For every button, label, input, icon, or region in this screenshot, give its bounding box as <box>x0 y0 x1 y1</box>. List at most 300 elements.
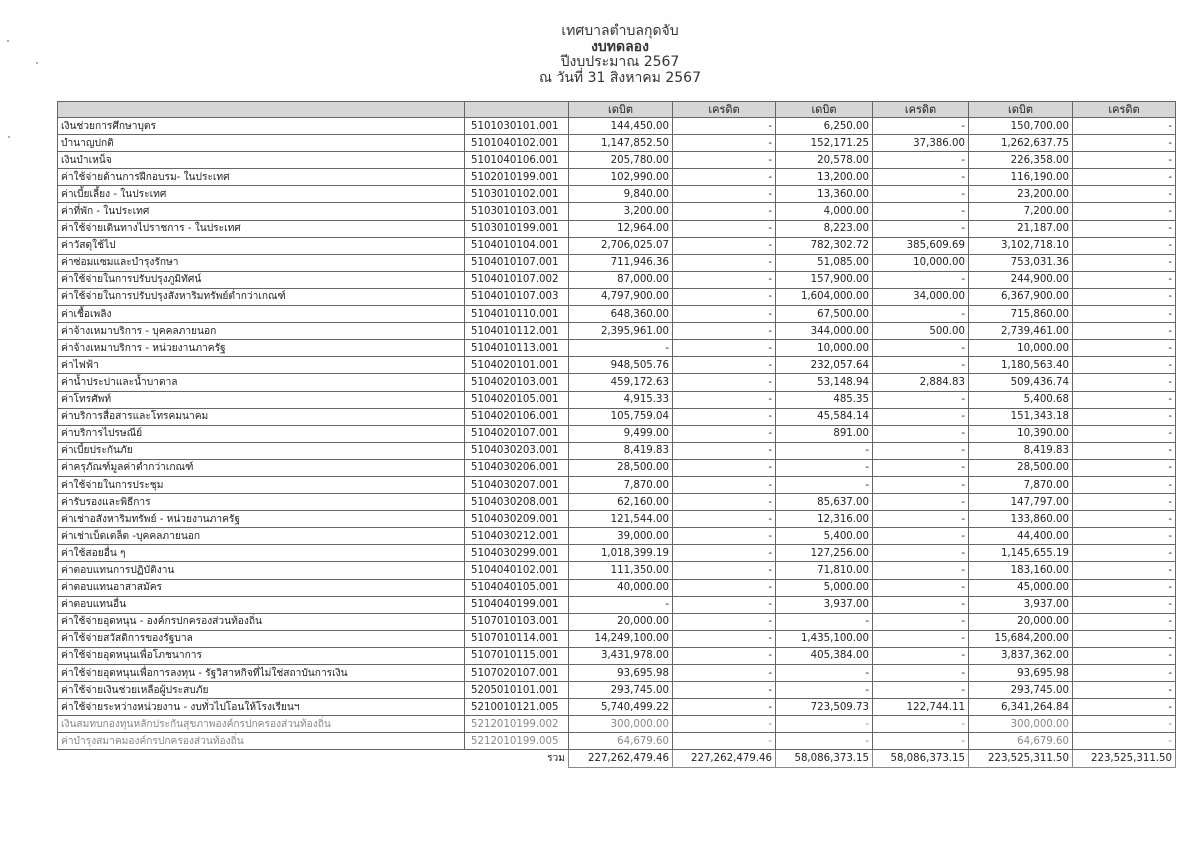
debit-cell: 3,200.00 <box>569 203 673 220</box>
credit-cell: - <box>873 271 969 288</box>
account-name: ค่าตอบแทนอื่น <box>58 596 465 613</box>
debit-cell: 405,384.00 <box>776 647 873 664</box>
table-row <box>58 288 1176 305</box>
debit-cell: 28,500.00 <box>969 459 1073 476</box>
table-row <box>58 340 1176 357</box>
debit-cell: 5,000.00 <box>776 579 873 596</box>
table-row <box>58 613 1176 630</box>
credit-cell: - <box>673 579 776 596</box>
header-row <box>58 102 1176 118</box>
account-code: 5103010199.001 <box>465 220 569 237</box>
total-spacer <box>58 750 465 767</box>
debit-cell: 40,000.00 <box>569 579 673 596</box>
account-code: 5104030299.001 <box>465 545 569 562</box>
debit-cell: 2,395,961.00 <box>569 323 673 340</box>
debit-cell: 1,145,655.19 <box>969 545 1073 562</box>
debit-cell: 93,695.98 <box>569 665 673 682</box>
account-name: ค่าใช้จ่ายอุดหนุนเพื่อโภชนาการ <box>58 647 465 664</box>
credit-cell: - <box>673 476 776 493</box>
debit-cell: 1,018,399.19 <box>569 545 673 562</box>
credit-cell: - <box>1073 203 1176 220</box>
table-row <box>58 118 1176 135</box>
credit-cell: - <box>873 596 969 613</box>
debit-cell: 64,679.60 <box>569 733 673 750</box>
debit-cell: 85,637.00 <box>776 494 873 511</box>
debit-cell: 8,419.83 <box>969 442 1073 459</box>
table-row <box>58 254 1176 271</box>
trial-balance-table <box>57 101 1176 768</box>
credit-cell: - <box>673 699 776 716</box>
debit-cell: 9,840.00 <box>569 186 673 203</box>
debit-cell: 2,739,461.00 <box>969 323 1073 340</box>
account-code: 5107010115.001 <box>465 647 569 664</box>
debit-cell: 111,350.00 <box>569 562 673 579</box>
debit-cell: 23,200.00 <box>969 186 1073 203</box>
total-value: 223,525,311.50 <box>1073 750 1176 767</box>
debit-cell: 5,740,499.22 <box>569 699 673 716</box>
debit-cell: 20,578.00 <box>776 152 873 169</box>
credit-cell: - <box>873 340 969 357</box>
debit-cell: - <box>776 442 873 459</box>
debit-cell: 3,102,718.10 <box>969 237 1073 254</box>
document-title: งบทดลอง <box>591 38 649 55</box>
account-name: ค่าวัสดุใช้ไป <box>58 237 465 254</box>
debit-cell: 4,000.00 <box>776 203 873 220</box>
account-name: ค่าใช้จ่ายสวัสดิการของรัฐบาล <box>58 630 465 647</box>
credit-cell: - <box>1073 579 1176 596</box>
debit-cell: 64,679.60 <box>969 733 1073 750</box>
debit-cell: 5,400.68 <box>969 391 1073 408</box>
header-account-code <box>465 102 569 118</box>
table-row <box>58 323 1176 340</box>
debit-cell: 14,249,100.00 <box>569 630 673 647</box>
total-value: 223,525,311.50 <box>969 750 1073 767</box>
account-code: 5205010101.001 <box>465 682 569 699</box>
debit-cell: - <box>776 459 873 476</box>
header-debit: เดบิต <box>969 102 1073 118</box>
account-code: 5101030101.001 <box>465 118 569 135</box>
account-code: 5104010112.001 <box>465 323 569 340</box>
debit-cell: 102,990.00 <box>569 169 673 186</box>
credit-cell: - <box>873 476 969 493</box>
credit-cell: - <box>873 494 969 511</box>
debit-cell: 121,544.00 <box>569 511 673 528</box>
credit-cell: - <box>873 733 969 750</box>
debit-cell: 6,341,264.84 <box>969 699 1073 716</box>
account-name: ค่าใช้จ่ายเงินช่วยเหลือผู้ประสบภัย <box>58 682 465 699</box>
account-code: 5104010107.001 <box>465 254 569 271</box>
credit-cell: - <box>873 306 969 323</box>
credit-cell: - <box>873 579 969 596</box>
credit-cell: - <box>1073 511 1176 528</box>
credit-cell: - <box>673 135 776 152</box>
account-code: 5104020107.001 <box>465 425 569 442</box>
table-row <box>58 203 1176 220</box>
debit-cell: - <box>776 716 873 733</box>
debit-cell: 151,343.18 <box>969 408 1073 425</box>
debit-cell: 3,937.00 <box>969 596 1073 613</box>
credit-cell: - <box>1073 220 1176 237</box>
credit-cell: - <box>673 152 776 169</box>
credit-cell: - <box>1073 528 1176 545</box>
credit-cell: 2,884.83 <box>873 374 969 391</box>
debit-cell: 152,171.25 <box>776 135 873 152</box>
credit-cell: - <box>873 220 969 237</box>
header-credit: เครดิต <box>873 102 969 118</box>
credit-cell: - <box>1073 323 1176 340</box>
debit-cell: 15,684,200.00 <box>969 630 1073 647</box>
account-code: 5101040106.001 <box>465 152 569 169</box>
debit-cell: 711,946.36 <box>569 254 673 271</box>
debit-cell: 45,000.00 <box>969 579 1073 596</box>
credit-cell: 10,000.00 <box>873 254 969 271</box>
debit-cell: 300,000.00 <box>569 716 673 733</box>
debit-cell: 226,358.00 <box>969 152 1073 169</box>
credit-cell: - <box>1073 545 1176 562</box>
table-row <box>58 545 1176 562</box>
account-name: เงินช่วยการศึกษาบุตร <box>58 118 465 135</box>
credit-cell: - <box>1073 494 1176 511</box>
table-row <box>58 682 1176 699</box>
total-value: 58,086,373.15 <box>873 750 969 767</box>
debit-cell: 45,584.14 <box>776 408 873 425</box>
credit-cell: - <box>673 374 776 391</box>
account-name: ค่าเช่าเบ็ดเตล็ด -บุคคลภายนอก <box>58 528 465 545</box>
credit-cell: - <box>873 442 969 459</box>
header-credit: เครดิต <box>673 102 776 118</box>
credit-cell: - <box>1073 169 1176 186</box>
debit-cell: 53,148.94 <box>776 374 873 391</box>
table-row <box>58 596 1176 613</box>
account-code: 5104010107.003 <box>465 288 569 305</box>
debit-cell: 67,500.00 <box>776 306 873 323</box>
credit-cell: - <box>673 647 776 664</box>
credit-cell: - <box>873 682 969 699</box>
table-row <box>58 408 1176 425</box>
debit-cell: 648,360.00 <box>569 306 673 323</box>
account-code: 5104010104.001 <box>465 237 569 254</box>
credit-cell: - <box>673 323 776 340</box>
credit-cell: - <box>873 665 969 682</box>
table-row <box>58 237 1176 254</box>
debit-cell: - <box>776 476 873 493</box>
total-row <box>58 750 1176 767</box>
debit-cell: 8,223.00 <box>776 220 873 237</box>
debit-cell: 157,900.00 <box>776 271 873 288</box>
credit-cell: - <box>673 494 776 511</box>
credit-cell: 34,000.00 <box>873 288 969 305</box>
credit-cell: - <box>673 271 776 288</box>
credit-cell: - <box>1073 357 1176 374</box>
debit-cell: 62,160.00 <box>569 494 673 511</box>
credit-cell: - <box>873 357 969 374</box>
debit-cell: 3,431,978.00 <box>569 647 673 664</box>
account-code: 5104020103.001 <box>465 374 569 391</box>
debit-cell: 13,360.00 <box>776 186 873 203</box>
account-code: 5104030209.001 <box>465 511 569 528</box>
credit-cell: - <box>1073 271 1176 288</box>
total-value: 58,086,373.15 <box>776 750 873 767</box>
account-name: ค่าที่พัก - ในประเทศ <box>58 203 465 220</box>
account-name: ค่าใช้จ่ายในการปรับปรุงสังหาริมทรัพย์ต่ำกว่าเกณฑ์ <box>58 288 465 305</box>
account-code: 5107010114.001 <box>465 630 569 647</box>
credit-cell: - <box>673 391 776 408</box>
debit-cell: 10,390.00 <box>969 425 1073 442</box>
account-name: เงินบำเหน็จ <box>58 152 465 169</box>
debit-cell: 150,700.00 <box>969 118 1073 135</box>
credit-cell: 500.00 <box>873 323 969 340</box>
table-row <box>58 562 1176 579</box>
credit-cell: - <box>673 511 776 528</box>
account-name: ค่าตอบแทนอาสาสมัคร <box>58 579 465 596</box>
credit-cell: - <box>673 528 776 545</box>
account-code: 5104040102.001 <box>465 562 569 579</box>
credit-cell: - <box>673 203 776 220</box>
table-row <box>58 306 1176 323</box>
credit-cell: - <box>873 459 969 476</box>
header-credit: เครดิต <box>1073 102 1176 118</box>
table-row <box>58 476 1176 493</box>
account-code: 5103010102.001 <box>465 186 569 203</box>
credit-cell: - <box>1073 733 1176 750</box>
debit-cell: 753,031.36 <box>969 254 1073 271</box>
debit-cell: 20,000.00 <box>969 613 1073 630</box>
debit-cell: 723,509.73 <box>776 699 873 716</box>
debit-cell: 293,745.00 <box>969 682 1073 699</box>
account-name: ค่าเชื้อเพลิง <box>58 306 465 323</box>
table-row <box>58 442 1176 459</box>
debit-cell: 344,000.00 <box>776 323 873 340</box>
account-code: 5210010121.005 <box>465 699 569 716</box>
debit-cell: - <box>569 340 673 357</box>
credit-cell: - <box>673 459 776 476</box>
credit-cell: - <box>873 425 969 442</box>
table-row <box>58 630 1176 647</box>
account-code: 5104030208.001 <box>465 494 569 511</box>
debit-cell: 21,187.00 <box>969 220 1073 237</box>
header-debit: เดบิต <box>569 102 673 118</box>
credit-cell: - <box>673 220 776 237</box>
debit-cell: 51,085.00 <box>776 254 873 271</box>
table-row <box>58 152 1176 169</box>
debit-cell: 1,147,852.50 <box>569 135 673 152</box>
table-row <box>58 665 1176 682</box>
credit-cell: - <box>873 511 969 528</box>
account-name: บำนาญปกติ <box>58 135 465 152</box>
credit-cell: - <box>673 357 776 374</box>
credit-cell: - <box>1073 340 1176 357</box>
debit-cell: 205,780.00 <box>569 152 673 169</box>
table-row <box>58 186 1176 203</box>
credit-cell: - <box>673 613 776 630</box>
debit-cell: 147,797.00 <box>969 494 1073 511</box>
debit-cell: 1,435,100.00 <box>776 630 873 647</box>
credit-cell: - <box>1073 254 1176 271</box>
debit-cell: 1,180,563.40 <box>969 357 1073 374</box>
credit-cell: - <box>673 254 776 271</box>
debit-cell: - <box>776 613 873 630</box>
credit-cell: - <box>673 682 776 699</box>
credit-cell: - <box>1073 186 1176 203</box>
credit-cell: - <box>1073 596 1176 613</box>
credit-cell: - <box>873 716 969 733</box>
credit-cell: - <box>1073 630 1176 647</box>
credit-cell: - <box>1073 613 1176 630</box>
credit-cell: - <box>873 118 969 135</box>
account-name: ค่าโทรศัพท์ <box>58 391 465 408</box>
account-name: ค่าตอบแทนการปฏิบัติงาน <box>58 562 465 579</box>
credit-cell: - <box>1073 442 1176 459</box>
debit-cell: 9,499.00 <box>569 425 673 442</box>
credit-cell: - <box>873 630 969 647</box>
debit-cell: 10,000.00 <box>776 340 873 357</box>
credit-cell: - <box>1073 682 1176 699</box>
debit-cell: 8,419.83 <box>569 442 673 459</box>
debit-cell: 133,860.00 <box>969 511 1073 528</box>
credit-cell: - <box>673 733 776 750</box>
total-label: รวม <box>465 750 569 767</box>
account-name: ค่าเช่าอสังหาริมทรัพย์ - หน่วยงานภาครัฐ <box>58 511 465 528</box>
credit-cell: - <box>673 118 776 135</box>
debit-cell: 20,000.00 <box>569 613 673 630</box>
credit-cell: 37,386.00 <box>873 135 969 152</box>
credit-cell: - <box>1073 647 1176 664</box>
org-name: เทศบาลตำบลกุดจับ <box>561 23 679 39</box>
account-code: 5212010199.002 <box>465 716 569 733</box>
debit-cell: 28,500.00 <box>569 459 673 476</box>
credit-cell: - <box>873 169 969 186</box>
credit-cell: - <box>1073 135 1176 152</box>
account-code: 5104010110.001 <box>465 306 569 323</box>
table-row <box>58 733 1176 750</box>
debit-cell: 948,505.76 <box>569 357 673 374</box>
credit-cell: - <box>1073 408 1176 425</box>
debit-cell: 244,900.00 <box>969 271 1073 288</box>
credit-cell: - <box>1073 459 1176 476</box>
account-name: ค่าใช้จ่ายระหว่างหน่วยงาน - งบทั่วไปโอนให้โรงเรียนฯ <box>58 699 465 716</box>
account-name: ค่าใช้จ่ายเดินทางไปราชการ - ในประเทศ <box>58 220 465 237</box>
table-row <box>58 494 1176 511</box>
credit-cell: 122,744.11 <box>873 699 969 716</box>
account-code: 5104030207.001 <box>465 476 569 493</box>
table-row <box>58 220 1176 237</box>
credit-cell: - <box>1073 476 1176 493</box>
credit-cell: - <box>1073 391 1176 408</box>
debit-cell: - <box>776 682 873 699</box>
credit-cell: - <box>873 408 969 425</box>
table-row <box>58 391 1176 408</box>
credit-cell: - <box>873 613 969 630</box>
credit-cell: - <box>673 186 776 203</box>
account-code: 5103010103.001 <box>465 203 569 220</box>
debit-cell: 4,797,900.00 <box>569 288 673 305</box>
account-code: 5104010107.002 <box>465 271 569 288</box>
credit-cell: - <box>673 425 776 442</box>
as-of-date: ณ วันที่ 31 สิงหาคม 2567 <box>539 69 701 86</box>
credit-cell: - <box>873 391 969 408</box>
credit-cell: - <box>673 545 776 562</box>
account-code: 5104030203.001 <box>465 442 569 459</box>
debit-cell: 39,000.00 <box>569 528 673 545</box>
debit-cell: 5,400.00 <box>776 528 873 545</box>
debit-cell: 87,000.00 <box>569 271 673 288</box>
table-row <box>58 135 1176 152</box>
table-row <box>58 459 1176 476</box>
debit-cell: 7,870.00 <box>569 476 673 493</box>
credit-cell: - <box>873 647 969 664</box>
account-name: ค่าไฟฟ้า <box>58 357 465 374</box>
account-code: 5107020107.001 <box>465 665 569 682</box>
account-name: ค่าเบี้ยเลี้ยง - ในประเทศ <box>58 186 465 203</box>
debit-cell: 4,915.33 <box>569 391 673 408</box>
credit-cell: - <box>673 442 776 459</box>
table-row <box>58 511 1176 528</box>
debit-cell: 509,436.74 <box>969 374 1073 391</box>
table-row <box>58 374 1176 391</box>
credit-cell: - <box>1073 425 1176 442</box>
credit-cell: - <box>673 237 776 254</box>
table-row <box>58 528 1176 545</box>
debit-cell: 891.00 <box>776 425 873 442</box>
account-code: 5104040105.001 <box>465 579 569 596</box>
debit-cell: 232,057.64 <box>776 357 873 374</box>
table-row <box>58 425 1176 442</box>
credit-cell: - <box>1073 118 1176 135</box>
debit-cell: 93,695.98 <box>969 665 1073 682</box>
debit-cell: 3,937.00 <box>776 596 873 613</box>
debit-cell: - <box>776 733 873 750</box>
debit-cell: 12,316.00 <box>776 511 873 528</box>
header-debit: เดบิต <box>776 102 873 118</box>
credit-cell: 385,609.69 <box>873 237 969 254</box>
account-name: ค่ารับรองและพิธีการ <box>58 494 465 511</box>
table-row <box>58 169 1176 186</box>
debit-cell: 13,200.00 <box>776 169 873 186</box>
account-name: ค่าเบี้ยประกันภัย <box>58 442 465 459</box>
account-code: 5104030212.001 <box>465 528 569 545</box>
account-name: ค่าบริการสื่อสารและโทรคมนาคม <box>58 408 465 425</box>
credit-cell: - <box>673 306 776 323</box>
credit-cell: - <box>873 186 969 203</box>
account-code: 5104010113.001 <box>465 340 569 357</box>
account-name: ค่าน้ำประปาและน้ำบาดาล <box>58 374 465 391</box>
debit-cell: 71,810.00 <box>776 562 873 579</box>
table-row <box>58 357 1176 374</box>
debit-cell: - <box>776 665 873 682</box>
account-name: ค่าใช้จ่ายด้านการฝึกอบรม- ในประเทศ <box>58 169 465 186</box>
account-code: 5101040102.001 <box>465 135 569 152</box>
account-code: 5102010199.001 <box>465 169 569 186</box>
account-code: 5212010199.005 <box>465 733 569 750</box>
debit-cell: 44,400.00 <box>969 528 1073 545</box>
account-code: 5104020101.001 <box>465 357 569 374</box>
debit-cell: 3,837,362.00 <box>969 647 1073 664</box>
account-name: ค่าซ่อมแซมและบำรุงรักษา <box>58 254 465 271</box>
debit-cell: 1,604,000.00 <box>776 288 873 305</box>
credit-cell: - <box>1073 288 1176 305</box>
debit-cell: 183,160.00 <box>969 562 1073 579</box>
table-row <box>58 271 1176 288</box>
debit-cell: 116,190.00 <box>969 169 1073 186</box>
debit-cell: 12,964.00 <box>569 220 673 237</box>
credit-cell: - <box>673 665 776 682</box>
account-code: 5104030206.001 <box>465 459 569 476</box>
debit-cell: 2,706,025.07 <box>569 237 673 254</box>
debit-cell: 1,262,637.75 <box>969 135 1073 152</box>
debit-cell: 459,172.63 <box>569 374 673 391</box>
debit-cell: 485.35 <box>776 391 873 408</box>
credit-cell: - <box>873 545 969 562</box>
